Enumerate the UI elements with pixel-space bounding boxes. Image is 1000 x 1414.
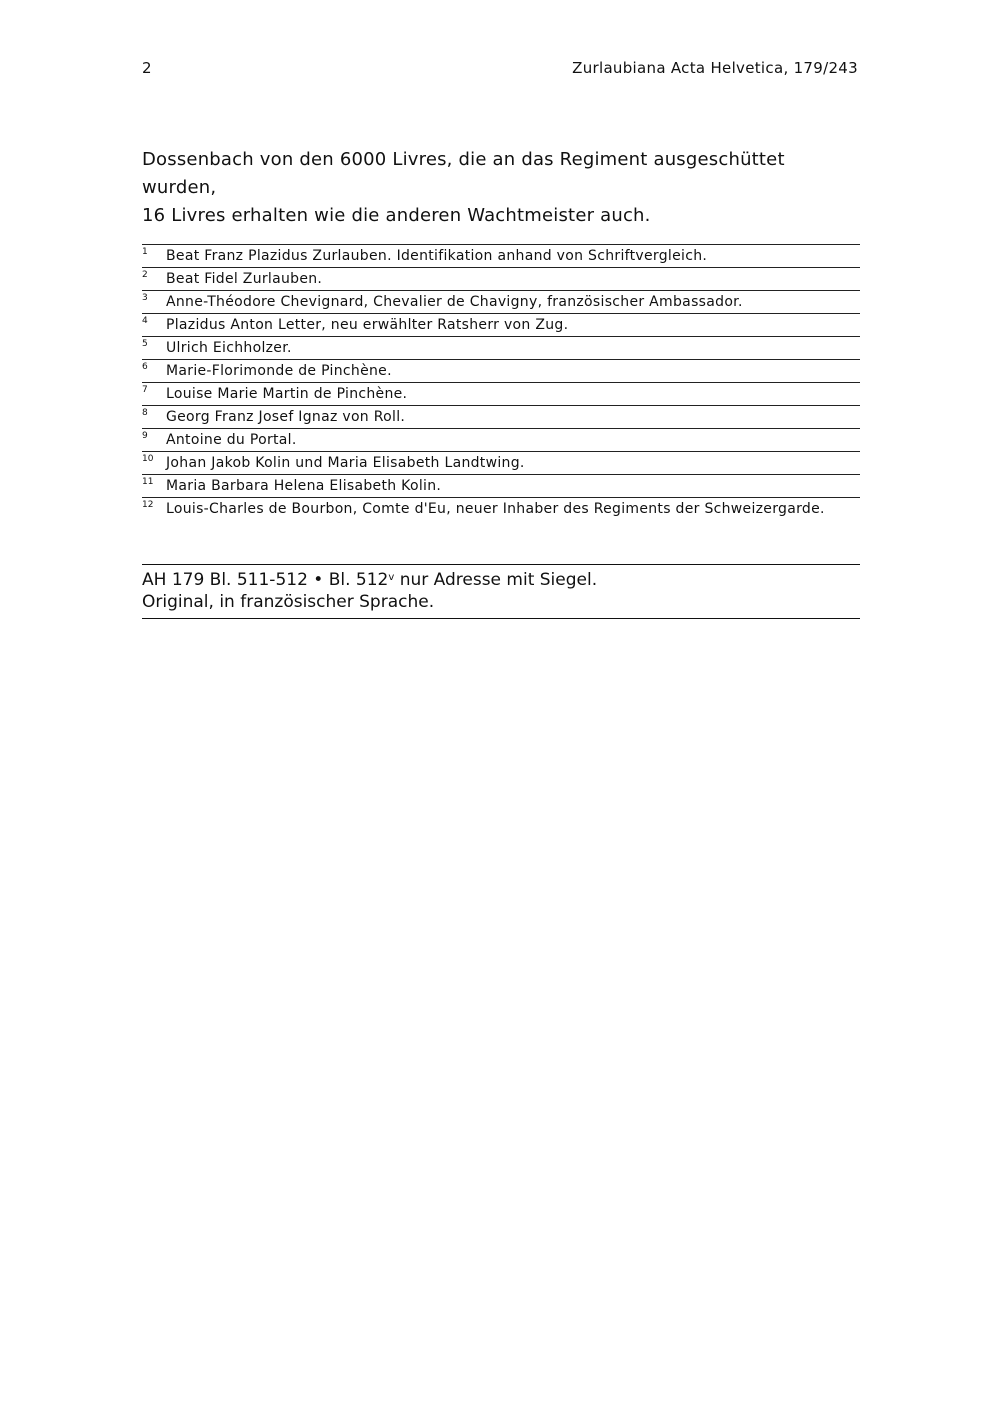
footnote-12 <box>142 497 860 529</box>
footnote-number: 7 <box>142 385 148 395</box>
footnote-11 <box>142 474 860 497</box>
footnote-text: Beat Fidel Zurlauben. <box>166 271 323 287</box>
footnote-number: 12 <box>142 500 154 510</box>
running-head: Zurlaubiana Acta Helvetica, 179/243 <box>572 59 858 77</box>
body-text <box>142 146 862 230</box>
footnote-text: Antoine du Portal. <box>166 432 297 448</box>
footnote-4 <box>142 313 860 336</box>
footnote-text: Beat Franz Plazidus Zurlauben. Identifikation anhand von Schriftvergleich. <box>166 248 708 264</box>
footnote-8 <box>142 405 860 428</box>
footnote-number: 2 <box>142 270 148 280</box>
footnote-text: Marie-Florimonde de Pinchène. <box>166 363 392 379</box>
footnotes <box>142 244 860 529</box>
footnote-number: 8 <box>142 408 148 418</box>
body-line: Dossenbach von den 6000 Livres, die an das Regiment ausgeschüttet wurden, <box>142 149 785 198</box>
footnote-number: 4 <box>142 316 148 326</box>
footnote-text: Georg Franz Josef Ignaz von Roll. <box>166 409 406 425</box>
source-line-1 <box>142 569 860 591</box>
source-line-2: Original, in französischer Sprache. <box>142 592 435 612</box>
footnote-text: Anne-Théodore Chevignard, Chevalier de Chavigny, französischer Ambassador. <box>166 294 743 310</box>
footnote-number: 6 <box>142 362 148 372</box>
footnote-text: Maria Barbara Helena Elisabeth Kolin. <box>166 478 442 494</box>
page-number: 2 <box>142 59 152 77</box>
source-remark: nur Adresse mit Siegel. <box>394 570 598 590</box>
verso-superscript: v <box>388 572 395 583</box>
footnote-10 <box>142 451 860 474</box>
footnote-text: Plazidus Anton Letter, neu erwählter Ratsherr von Zug. <box>166 317 569 333</box>
footnote-5 <box>142 336 860 359</box>
source-reference: AH 179 Bl. 511-512 • Bl. 512 <box>142 570 389 590</box>
footnote-6 <box>142 359 860 382</box>
footnote-7 <box>142 382 860 405</box>
footnote-number: 1 <box>142 247 148 257</box>
footnote-number: 3 <box>142 293 148 303</box>
footnote-9 <box>142 428 860 451</box>
footnote-text: Louise Marie Martin de Pinchène. <box>166 386 408 402</box>
footnote-1 <box>142 244 860 267</box>
footnote-number: 11 <box>142 477 154 487</box>
footnote-3 <box>142 290 860 313</box>
footnote-text: Louis-Charles de Bourbon, Comte d'Eu, neuer Inhaber des Regiments der Schweizergarde. <box>166 501 825 517</box>
source-note <box>142 564 860 619</box>
footnote-number: 10 <box>142 454 154 464</box>
footnote-text: Johan Jakob Kolin und Maria Elisabeth Landtwing. <box>166 455 525 471</box>
body-line: 16 Livres erhalten wie die anderen Wachtmeister auch. <box>142 205 651 226</box>
footnote-text: Ulrich Eichholzer. <box>166 340 292 356</box>
footnote-number: 9 <box>142 431 148 441</box>
footnote-number: 5 <box>142 339 148 349</box>
footnote-2 <box>142 267 860 290</box>
